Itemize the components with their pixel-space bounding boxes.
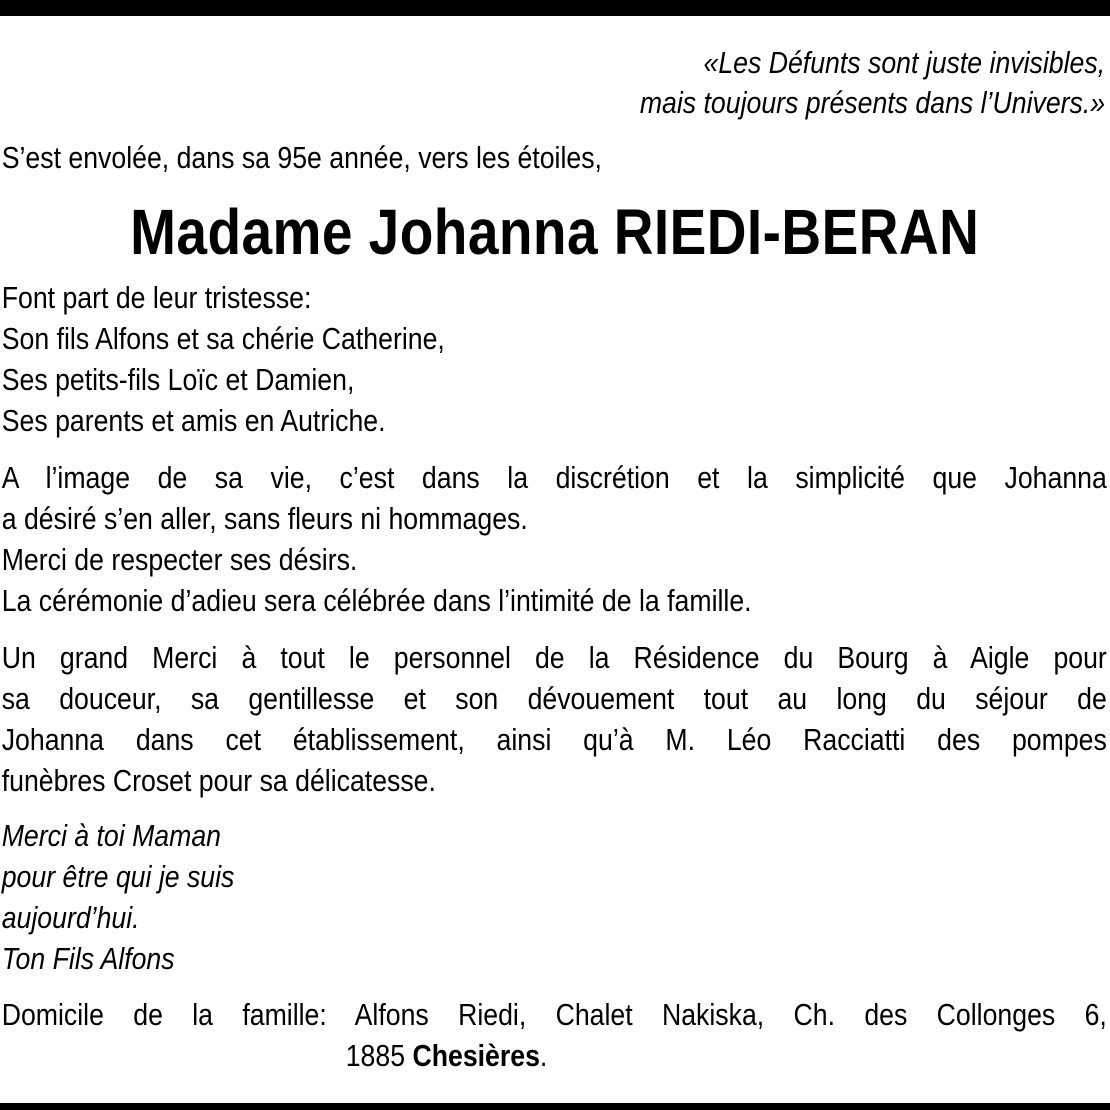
personal-message-line: pour être qui je suis xyxy=(1,859,235,894)
thanks-line: Johanna dans cet établissement, ainsi qu’à M. Léo Racciatti des pompes xyxy=(1,722,1107,757)
thanks-line: Un grand Merci à tout le personnel de la Résidence du Bourg à Aigle pour xyxy=(1,640,1107,675)
locality: Chesières xyxy=(412,1038,540,1073)
wishes-line: La cérémonie d’adieu sera célébrée dans l’intimité de la famille. xyxy=(1,583,752,618)
deceased-name: Madame Johanna RIEDI-BERAN xyxy=(130,196,980,268)
thanks-line: funèbres Croset pour sa délicatesse. xyxy=(1,763,436,798)
family-line: Font part de leur tristesse: xyxy=(1,280,312,315)
postcode: 1885 xyxy=(345,1038,406,1073)
thanks-line: sa douceur, sa gentillesse et son dévouement tout au long du séjour de xyxy=(1,681,1107,716)
family-line: Ses parents et amis en Autriche. xyxy=(1,403,386,438)
family-line: Ses petits-fils Loïc et Damien, xyxy=(1,362,355,397)
personal-message-line: aujourd’hui. xyxy=(1,900,140,935)
personal-message-line: Merci à toi Maman xyxy=(1,818,221,853)
personal-message-line: Ton Fils Alfons xyxy=(1,941,175,976)
bottom-rule xyxy=(0,1103,1110,1110)
quote-line-2: mais toujours présents dans l’Univers.» xyxy=(639,85,1106,120)
wishes-line: A l’image de sa vie, c’est dans la discrétion et la simplicité que Johanna xyxy=(1,460,1107,495)
domicile-line: Domicile de la famille: Alfons Riedi, Chalet Nakiska, Ch. des Collonges 6, xyxy=(1,997,1107,1032)
intro-text: S’est envolée, dans sa 95e année, vers les étoiles, xyxy=(1,140,602,175)
family-line: Son fils Alfons et sa chérie Catherine, xyxy=(1,321,445,356)
wishes-line: a désiré s’en aller, sans fleurs ni hommages. xyxy=(1,501,528,536)
wishes-line: Merci de respecter ses désirs. xyxy=(1,542,358,577)
quote-line-1: «Les Défunts sont juste invisibles, xyxy=(703,45,1106,80)
domicile-address xyxy=(346,1035,548,1076)
address-end: . xyxy=(539,1038,548,1073)
